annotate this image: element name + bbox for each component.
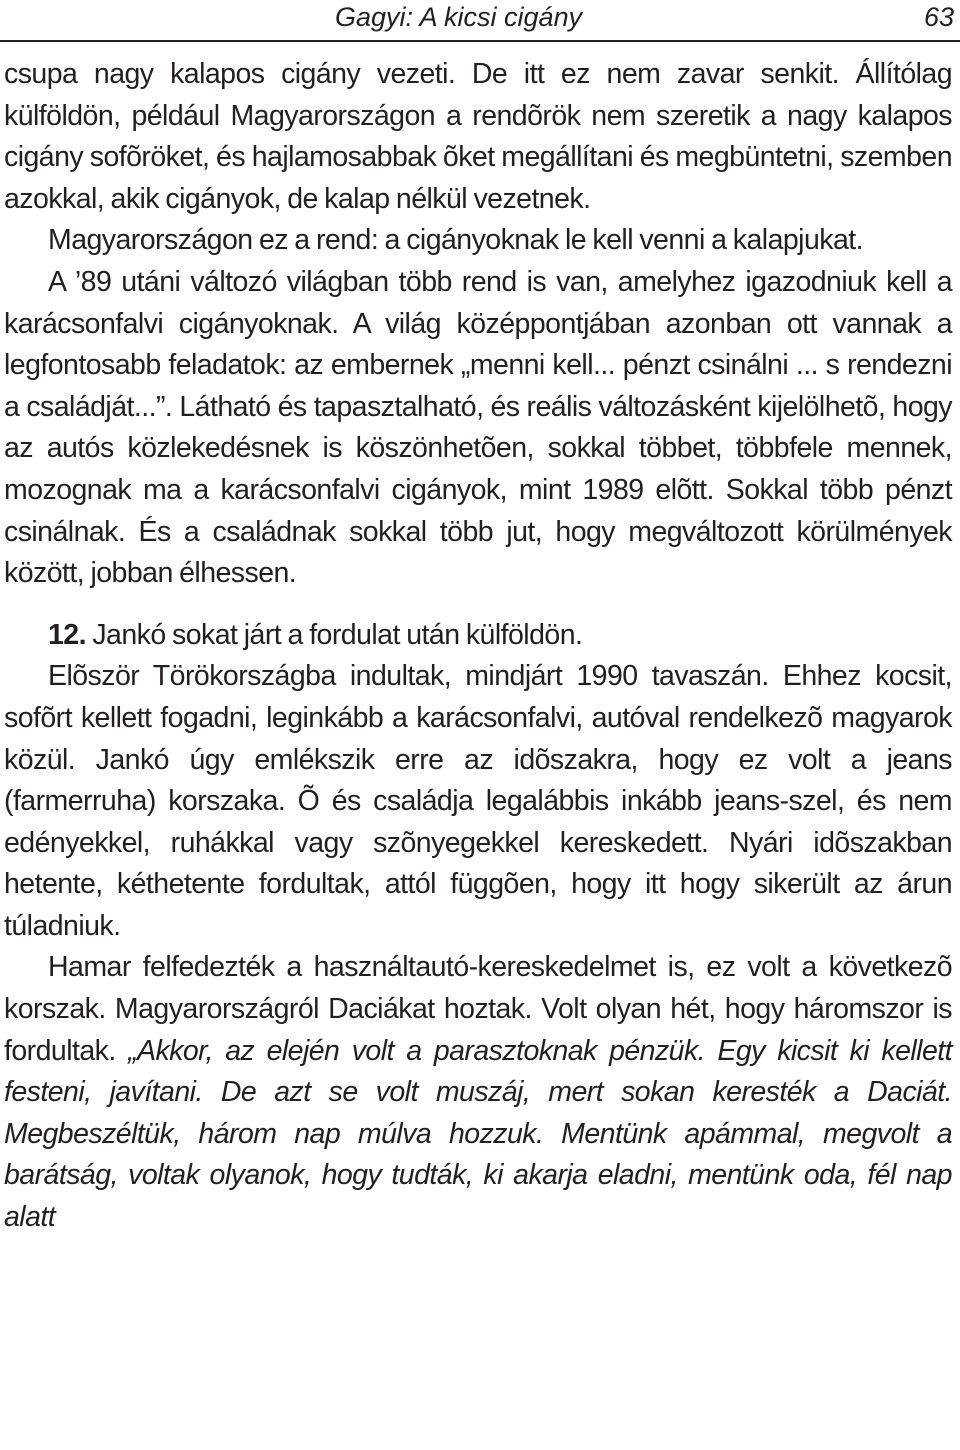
page-header — [0, 0, 960, 42]
paragraph-6-quote: „Akkor, az elején volt a parasztoknak pénzük. Egy kicsit ki kellett festeni, javítani. De azt se volt muszáj, mert sokan keresték a Daciát. Megbeszéltük, három nap múlva hozzuk. Mentünk apámmal, megvolt a barátság, voltak olyanok, hogy tudták, ki akarja eladni, mentünk oda, fél nap alatt — [4, 1034, 952, 1234]
paragraph-6-text: Hamar felfedezték a használtautó-kereskedelmet is, ez volt a következõ korszak. Magyarországról Daciákat hoztak. Volt olyan hét, hogy háromszor is fordultak. — [4, 951, 952, 1067]
paragraph-3: A ’89 utáni változó világban több rend is van, amelyhez igazodniuk kell a karácsonfalvi cigányoknak. A világ középpontjában azonban ott vannak a legfontosabb feladatok: az embernek „menni kell... pénzt csinálni ... s rendezni a családját...”. Látható és tapasztalható, és reális változásként kijelölhetõ, hogy az autós közlekedésnek is köszönhetõen, sokkal többet, többfele mennek, mozognak ma a karácsonfalvi cigányok, mint 1989 elõtt. Sokkal több pénzt csinálnak. És a családnak sokkal több jut, hogy megváltozott körülmények között, jobban élhessen. — [4, 265, 952, 590]
paragraph-1: csupa nagy kalapos cigány vezeti. De itt ez nem zavar senkit. Állítólag külföldön, például Magyarországon a rendõrök nem szeretik a nagy kalapos cigány sofõröket, és hajlamosabbak õket megállítani és megbüntetni, szemben azokkal, akik cigányok, de kalap nélkül vezetnek. — [4, 58, 952, 215]
section-12-opening — [4, 615, 952, 657]
section-number: 12. — [48, 618, 86, 651]
section-12-first-line: Jankó sokat járt a fordulat után külföldön. — [92, 618, 583, 651]
paragraph-6 — [4, 947, 952, 1238]
body-text — [4, 54, 952, 1239]
running-title: Gagyi: A kicsi cigány — [335, 2, 583, 32]
paragraph-2: Magyarországon ez a rend: a cigányoknak le kell venni a kalapjukat. — [48, 224, 863, 257]
page-number: 63 — [923, 2, 954, 32]
paragraph-5: Elõször Törökországba indultak, mindjárt 1990 tavaszán. Ehhez kocsit, sofõrt kellett fogadni, leginkább a karácsonfalvi, autóval rendelkezõ magyarok közül. Jankó úgy emlékszik erre az idõszakra, hogy ez volt a jeans (farmerruha) korszaka. Õ és családja legalábbis inkább jeans-szel, és nem edényekkel, ruhákkal vagy szõnyegekkel kereskedett. Nyári idõszakban hetente, kéthetente fordultak, attól függõen, hogy itt hogy sikerült az árun túladniuk. — [4, 660, 952, 942]
